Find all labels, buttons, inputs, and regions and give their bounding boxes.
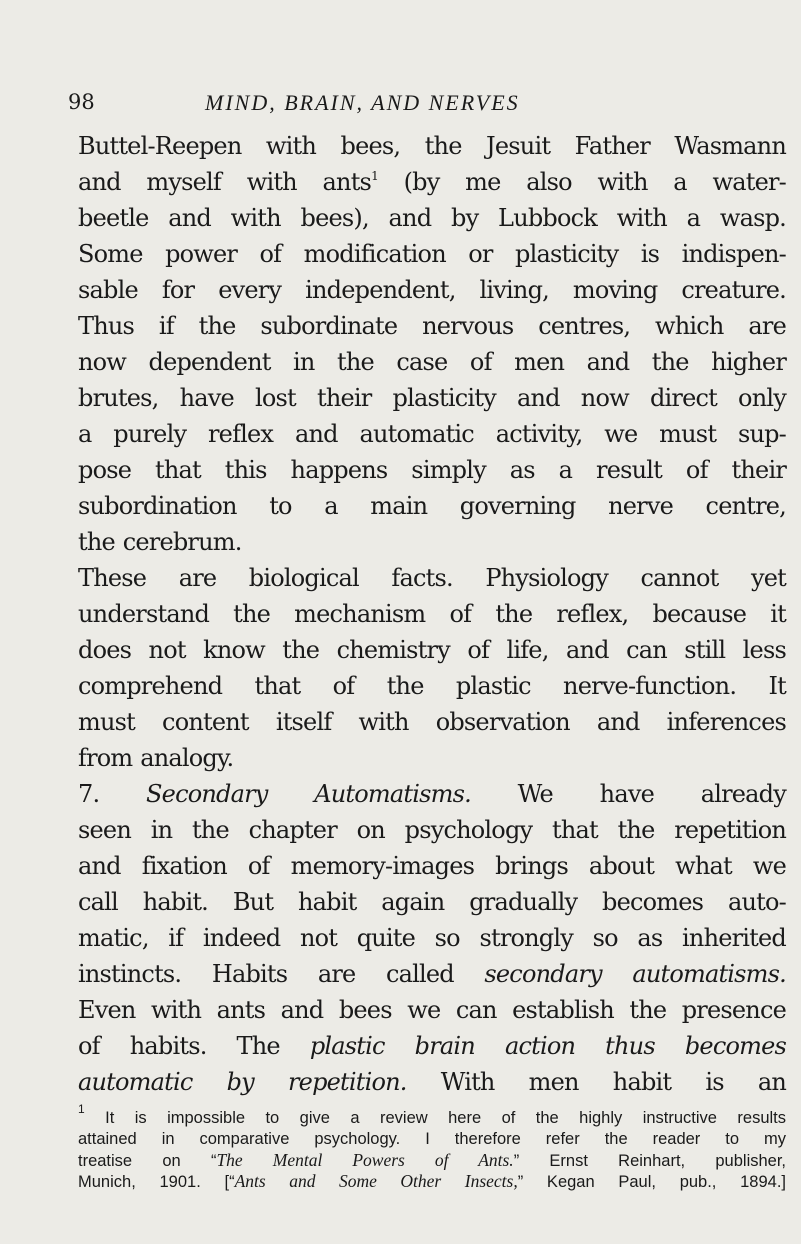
text-span: Munich, 1901. [“: [78, 1173, 235, 1191]
text-line: Thus if the subordinate nervous centres, which are: [78, 312, 786, 340]
text-line: sable for every independent, living, moving creature.: [78, 276, 786, 304]
section-number: 7.: [78, 780, 100, 808]
text-line: brutes, have lost their plasticity and now direct only: [78, 384, 786, 412]
page-number: 98: [68, 90, 95, 114]
book-title: Ants and Some Other Insects,: [234, 1171, 518, 1191]
text-line: matic, if indeed not quite so strongly so as inherited: [78, 924, 786, 952]
emphasis: plastic brain action thus becomes: [309, 1032, 786, 1060]
text-line: call habit. But habit again gradually becomes auto-: [78, 888, 786, 916]
emphasis: automatic by repetition.: [78, 1068, 407, 1096]
book-title: The Mental Powers of Ants.: [216, 1150, 514, 1170]
text-line: Even with ants and bees we can establish the presence: [78, 996, 786, 1024]
text-line: [78, 956, 786, 992]
text-line: a purely reflex and automatic activity, we must sup-: [78, 420, 786, 448]
text-line: from analogy.: [78, 744, 234, 772]
text-span: and myself with ants: [78, 168, 372, 196]
text-line: seen in the chapter on psychology that the repetition: [78, 816, 786, 844]
text-span: We have already: [470, 780, 787, 808]
footnote-line: [78, 1150, 786, 1171]
emphasis: secondary automatisms.: [484, 960, 786, 988]
text-span: ” Ernst Reinhart, publisher,: [513, 1152, 787, 1170]
footnote-mark: 1: [78, 1102, 85, 1116]
running-title: MIND, BRAIN, AND NERVES: [205, 90, 520, 115]
text-line: beetle and with bees), and by Lubbock with a wasp.: [78, 204, 786, 232]
text-span: (by me also with a water-: [377, 168, 786, 196]
text-span: instincts. Habits are called: [78, 960, 485, 988]
footnote-reference: 1: [371, 169, 378, 183]
text-line: does not know the chemistry of life, and can still less: [78, 636, 786, 664]
section-title: Secondary Automatisms.: [146, 780, 471, 808]
text-span: It is impossible to give a review here of the highly instructive results: [84, 1109, 786, 1127]
text-line: These are biological facts. Physiology cannot yet: [78, 564, 786, 592]
text-line: Some power of modification or plasticity is indispen-: [78, 240, 786, 268]
text-line: subordination to a main governing nerve centre,: [78, 492, 786, 520]
text-line: understand the mechanism of the reflex, because it: [78, 600, 786, 628]
page-header: [0, 90, 801, 120]
footnote-line: [78, 1171, 786, 1192]
footnote-line: [78, 1102, 786, 1129]
text-line: [78, 1028, 786, 1064]
text-span: of habits. The: [78, 1032, 310, 1060]
text-line: and fixation of memory-images brings about what we: [78, 852, 786, 880]
section-heading-line: [78, 776, 786, 812]
text-line: comprehend that of the plastic nerve-function. It: [78, 672, 786, 700]
text-line: [78, 1064, 786, 1100]
text-line: now dependent in the case of men and the higher: [78, 348, 786, 376]
body-text: [78, 128, 786, 1100]
text-span: With men habit is an: [406, 1068, 786, 1096]
text-line: [78, 164, 786, 200]
text-line: must content itself with observation and inferences: [78, 708, 786, 736]
text-line: pose that this happens simply as a result of their: [78, 456, 786, 484]
text-line: Buttel-Reepen with bees, the Jesuit Father Wasmann: [78, 132, 786, 160]
text-span: treatise on “: [78, 1152, 217, 1170]
text-line: the cerebrum.: [78, 528, 242, 556]
footnote: [78, 1102, 787, 1192]
footnote-line: attained in comparative psychology. I therefore refer the reader to my: [78, 1130, 786, 1148]
text-span: ” Kegan Paul, pub., 1894.]: [517, 1173, 786, 1191]
